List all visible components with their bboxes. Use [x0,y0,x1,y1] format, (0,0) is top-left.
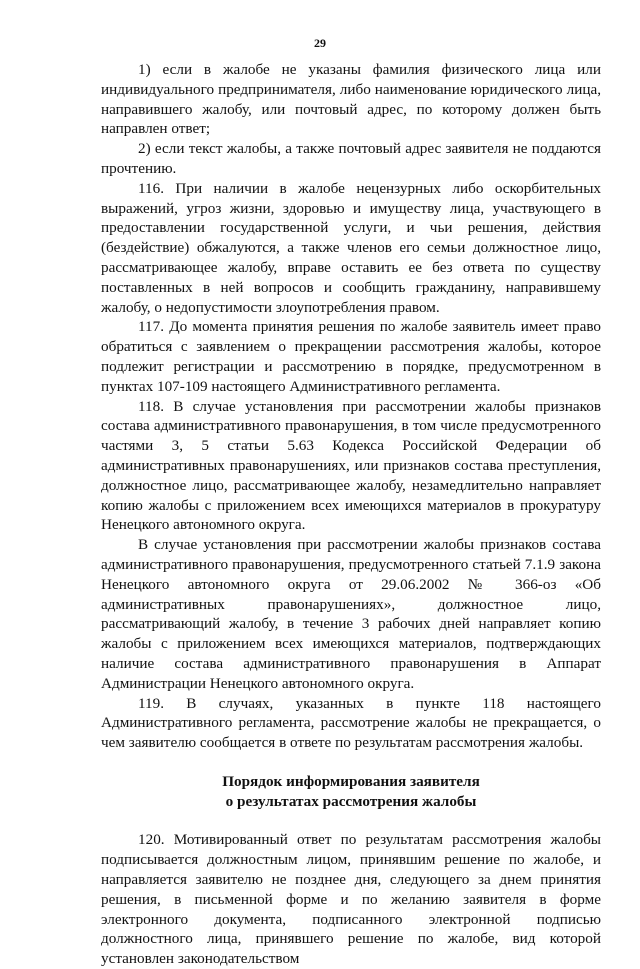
section-heading-line-1: Порядок информирования заявителя [222,772,480,790]
section-heading [101,772,601,812]
page-number: 29 [314,36,326,50]
paragraph-item-2: 2) если текст жалобы, а также почтовый адрес заявителя не поддаются прочтению. [101,140,601,177]
paragraph-119: 119. В случаях, указанных в пункте 118 настоящего Административного регламента, рассмотрение жалобы не прекращается, о чем заявителю сообщается в ответе по результатам рассмотрения жалобы. [101,694,601,752]
paragraph-116: 116. При наличии в жалобе нецензурных либо оскорбительных выражений, угроз жизни, здоровью и имуществу лица, участвующего в предоставлении государственной услуги, и чьи решения, действия (бездействие) обжалуются, а также членов его семьи должностное лицо, рассматривающее жалобу, вправе оставить ее без ответа по существу поставленных в ней вопросов и сообщить гражданину, направившему жалобу, о недопустимости злоупотребления правом. [101,179,601,316]
paragraph-118-continued: В случае установления при рассмотрении жалобы признаков состава административного правонарушения, предусмотренного статьей 7.1.9 закона Ненецкого автономного округа от 29.06.2002 № 366-оз «Об административных правонарушениях», должностное лицо, рассматривающий жалобу, в течение 3 рабочих дней направляет копию жалобы с приложением всех имеющихся материалов, подтверждающих наличие состава административного правонарушения в Аппарат Администрации Ненецкого автономного округа. [101,536,601,692]
section-heading-line-2: о результатах рассмотрения жалобы [225,792,477,810]
paragraph-item-1: 1) если в жалобе не указаны фамилия физического лица или индивидуального предпринимателя, либо наименование юридического лица, направившего жалобу, или почтовый адрес, по которому должен быть направлен ответ; [101,61,601,138]
document-body [101,60,601,969]
paragraph-118: 118. В случае установления при рассмотрении жалобы признаков состава административного правонарушения, в том числе предусмотренного частями 3, 5 статьи 5.63 Кодекса Российской Федерации об административных правонарушениях, или признаков состава преступления, должностное лицо, рассматривающее жалобу, незамедлительно направляет копию жалобы с приложением всех имеющихся материалов в прокуратуру Ненецкого автономного округа. [101,397,601,534]
paragraph-120: 120. Мотивированный ответ по результатам рассмотрения жалобы подписывается должностным лицом, принявшим решение по жалобе, и направляется заявителю не позднее дня, следующего за днем принятия решения, в письменной форме и по желанию заявителя в форме электронного документа, подписанного электронной подписью должностного лица, принявшего решение по жалобе, вид которой установлен законодательством [101,831,601,968]
paragraph-117: 117. До момента принятия решения по жалобе заявитель имеет право обратиться с заявлением о прекращении рассмотрения жалобы, которое подлежит регистрации и рассмотрению в порядке, предусмотренном в пунктах 107-109 настоящего Административного регламента. [101,318,601,395]
